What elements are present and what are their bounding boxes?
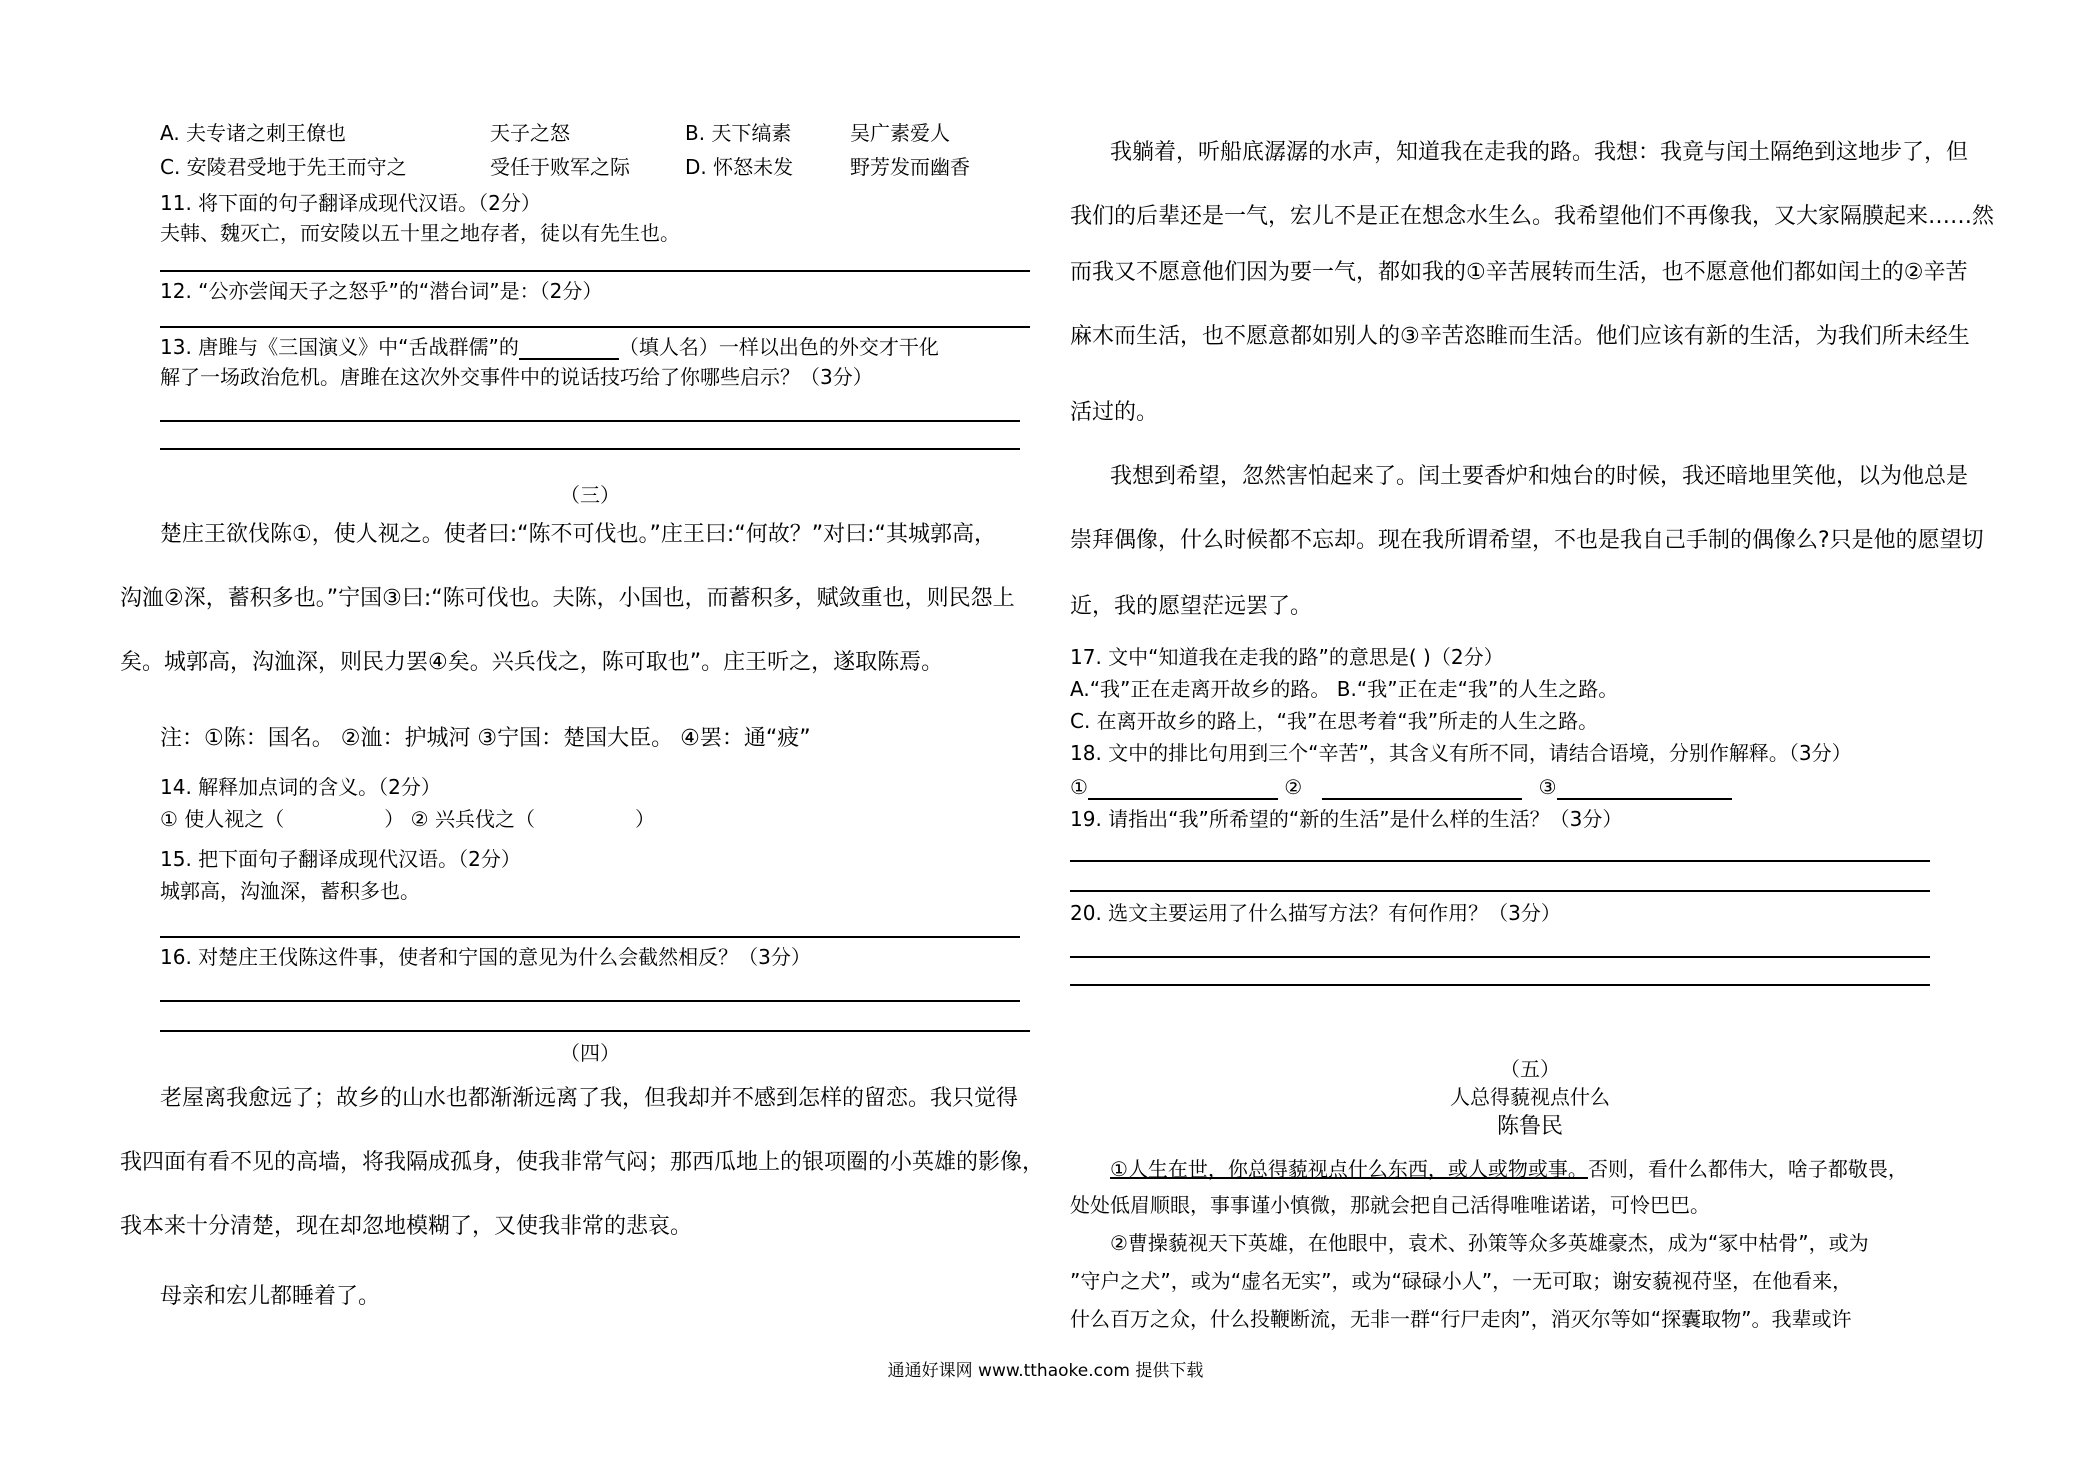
question-16: 16. 对楚庄王伐陈这件事，使者和宁国的意见为什么会截然相反？（3分） [160,945,811,969]
passage-4-line3: 我本来十分清楚，现在却忽地模糊了，又使我非常的悲哀。 [120,1214,693,1239]
question-13-line1: 13. 唐雎与《三国演义》中“舌战群儒”的 （填人名）一样以出色的外交才干化 [160,335,939,359]
question-14-items: ① 使人视之（ ） ② 兴兵伐之（ ） [160,807,655,831]
passage-r-line5: 活过的。 [1070,400,1159,425]
answer-line[interactable] [1070,956,1930,958]
question-11-text: 夫韩、魏灭亡，而安陵以五十里之地存者，徒以有先生也。 [160,221,680,245]
question-18-blanks: ① ② ③ [1070,774,1732,800]
answer-line[interactable] [160,936,1020,938]
question-11: 11. 将下面的句子翻译成现代汉语。（2分） [160,191,541,215]
question-18: 18. 文中的排比句用到三个“辛苦”，其含义有所不同，请结合语境，分别作解释。（3分） [1070,741,1852,765]
passage-r-line2: 我们的后辈还是一气，宏儿不是正在想念水生么。我希望他们不再像我，又大家隔膜起来……然 [1070,204,1995,229]
answer-line[interactable] [160,270,1030,272]
question-20: 20. 选文主要运用了什么描写方法？有何作用？（3分） [1070,901,1561,925]
passage-4-line4: 母亲和宏儿都睡着了。 [160,1284,381,1309]
article-para1-line1: ①人生在世，你总得藐视点什么东西，或人或物或事。否则，看什么都伟大，啥子都敬畏， [1110,1157,1908,1181]
passage-4-line2: 我四面有看不见的高墙，将我隔成孤身，使我非常气闷；那西瓜地上的银项圈的小英雄的影像， [120,1150,1045,1175]
section-4-heading: （四） [560,1041,620,1065]
article-para2-line2: ”守户之犬”，或为“虚名无实”，或为“碌碌小人”，一无可取；谢安藐视苻坚，在他看来， [1070,1269,1853,1293]
fill-blank[interactable] [1088,778,1278,800]
answer-line[interactable] [160,1030,1030,1032]
annotation-note: 注：①陈：国名。 ②洫：护城河 ③宁国：楚国大臣。 ④罢：通“疲” [160,726,811,751]
answer-line[interactable] [1070,890,1930,892]
article-para1-line2: 处处低眉顺眼，事事谨小慎微，那就会把自己活得唯唯诺诺，可怜巴巴。 [1070,1193,1710,1217]
passage-3-line2: 沟洫②深，蓄积多也。”宁国③曰:“陈可伐也。夫陈，小国也，而蓄积多，赋敛重也，则民怨上 [120,586,1015,611]
answer-line[interactable] [1070,860,1930,862]
passage-3-line3: 矣。城郭高，沟洫深，则民力罢④矣。兴兵伐之，陈可取也”。庄王听之，遂取陈焉。 [120,650,944,675]
article-title: 人总得藐视点什么 [1450,1085,1610,1109]
question-14: 14. 解释加点词的含义。（2分） [160,775,441,799]
question-15: 15. 把下面句子翻译成现代汉语。（2分） [160,847,521,871]
question-15-text: 城郭高，沟洫深，蓄积多也。 [160,879,420,903]
passage-r-line6: 我想到希望，忽然害怕起来了。闰土要香炉和烛台的时候，我还暗地里笑他，以为他总是 [1110,464,1969,489]
fill-blank[interactable] [1557,778,1732,800]
passage-r-line4: 麻木而生活，也不愿意都如别人的③辛苦恣睢而生活。他们应该有新的生活，为我们所未经生 [1070,324,1970,349]
q10-option-a: A. 夫专诸之刺王僚也 天子之怒 B. 天下缟素 吴广素爱人 [160,121,950,145]
section-5-heading: （五） [1500,1057,1560,1081]
section-3-heading: （三） [560,483,620,507]
footer-credit: 通通好课网 www.tthaoke.com 提供下载 [887,1361,1204,1381]
question-17-options-ab: A.“我”正在走离开故乡的路。 B.“我”正在走“我”的人生之路。 [1070,677,1619,701]
question-19: 19. 请指出“我”所希望的“新的生活”是什么样的生活？（3分） [1070,807,1623,831]
question-12: 12. “公亦尝闻天子之怒乎”的“潜台词”是：（2分） [160,279,603,303]
article-para2-line3: 什么百万之众，什么投鞭断流，无非一群“行尸走肉”，消灭尔等如“探囊取物”。我辈或许 [1070,1307,1852,1331]
article-author: 陈鲁民 [1496,1114,1563,1139]
answer-line[interactable] [1070,984,1930,986]
passage-3-line1: 楚庄王欲伐陈①，使人视之。使者曰:“陈不可伐也。”庄王曰:“何故？”对曰:“其城郭高， [160,522,996,547]
passage-r-line3: 而我又不愿意他们因为要一气，都如我的①辛苦展转而生活，也不愿意他们都如闰土的②辛苦 [1070,260,1968,285]
article-para2-line1: ②曹操藐视天下英雄，在他眼中，袁术、孙策等众多英雄豪杰，成为“冢中枯骨”，或为 [1110,1231,1869,1255]
question-13-line2: 解了一场政治危机。唐雎在这次外交事件中的说话技巧给了你哪些启示？（3分） [160,365,873,389]
fill-blank[interactable] [519,338,619,360]
answer-line[interactable] [160,448,1020,450]
q10-option-c: C. 安陵君受地于先王而守之 受任于败军之际 D. 怀怒未发 野芳发而幽香 [160,155,970,179]
question-17-option-c: C. 在离开故乡的路上，“我”在思考着“我”所走的人生之路。 [1070,709,1599,733]
passage-r-line1: 我躺着，听船底潺潺的水声，知道我在走我的路。我想：我竟与闰土隔绝到这地步了，但 [1110,140,1969,165]
fill-blank[interactable] [1322,778,1522,800]
passage-r-line7: 崇拜偶像，什么时候都不忘却。现在我所谓希望，不也是我自己手制的偶像么?只是他的愿望切 [1070,528,1984,553]
passage-r-line8: 近，我的愿望茫远罢了。 [1070,594,1313,619]
passage-4-line1: 老屋离我愈远了；故乡的山水也都渐渐远离了我，但我却并不感到怎样的留恋。我只觉得 [160,1086,1019,1111]
answer-line[interactable] [160,1000,1020,1002]
question-17: 17. 文中“知道我在走我的路”的意思是( )（2分） [1070,645,1504,669]
answer-line[interactable] [160,326,1030,328]
answer-line[interactable] [160,420,1020,422]
